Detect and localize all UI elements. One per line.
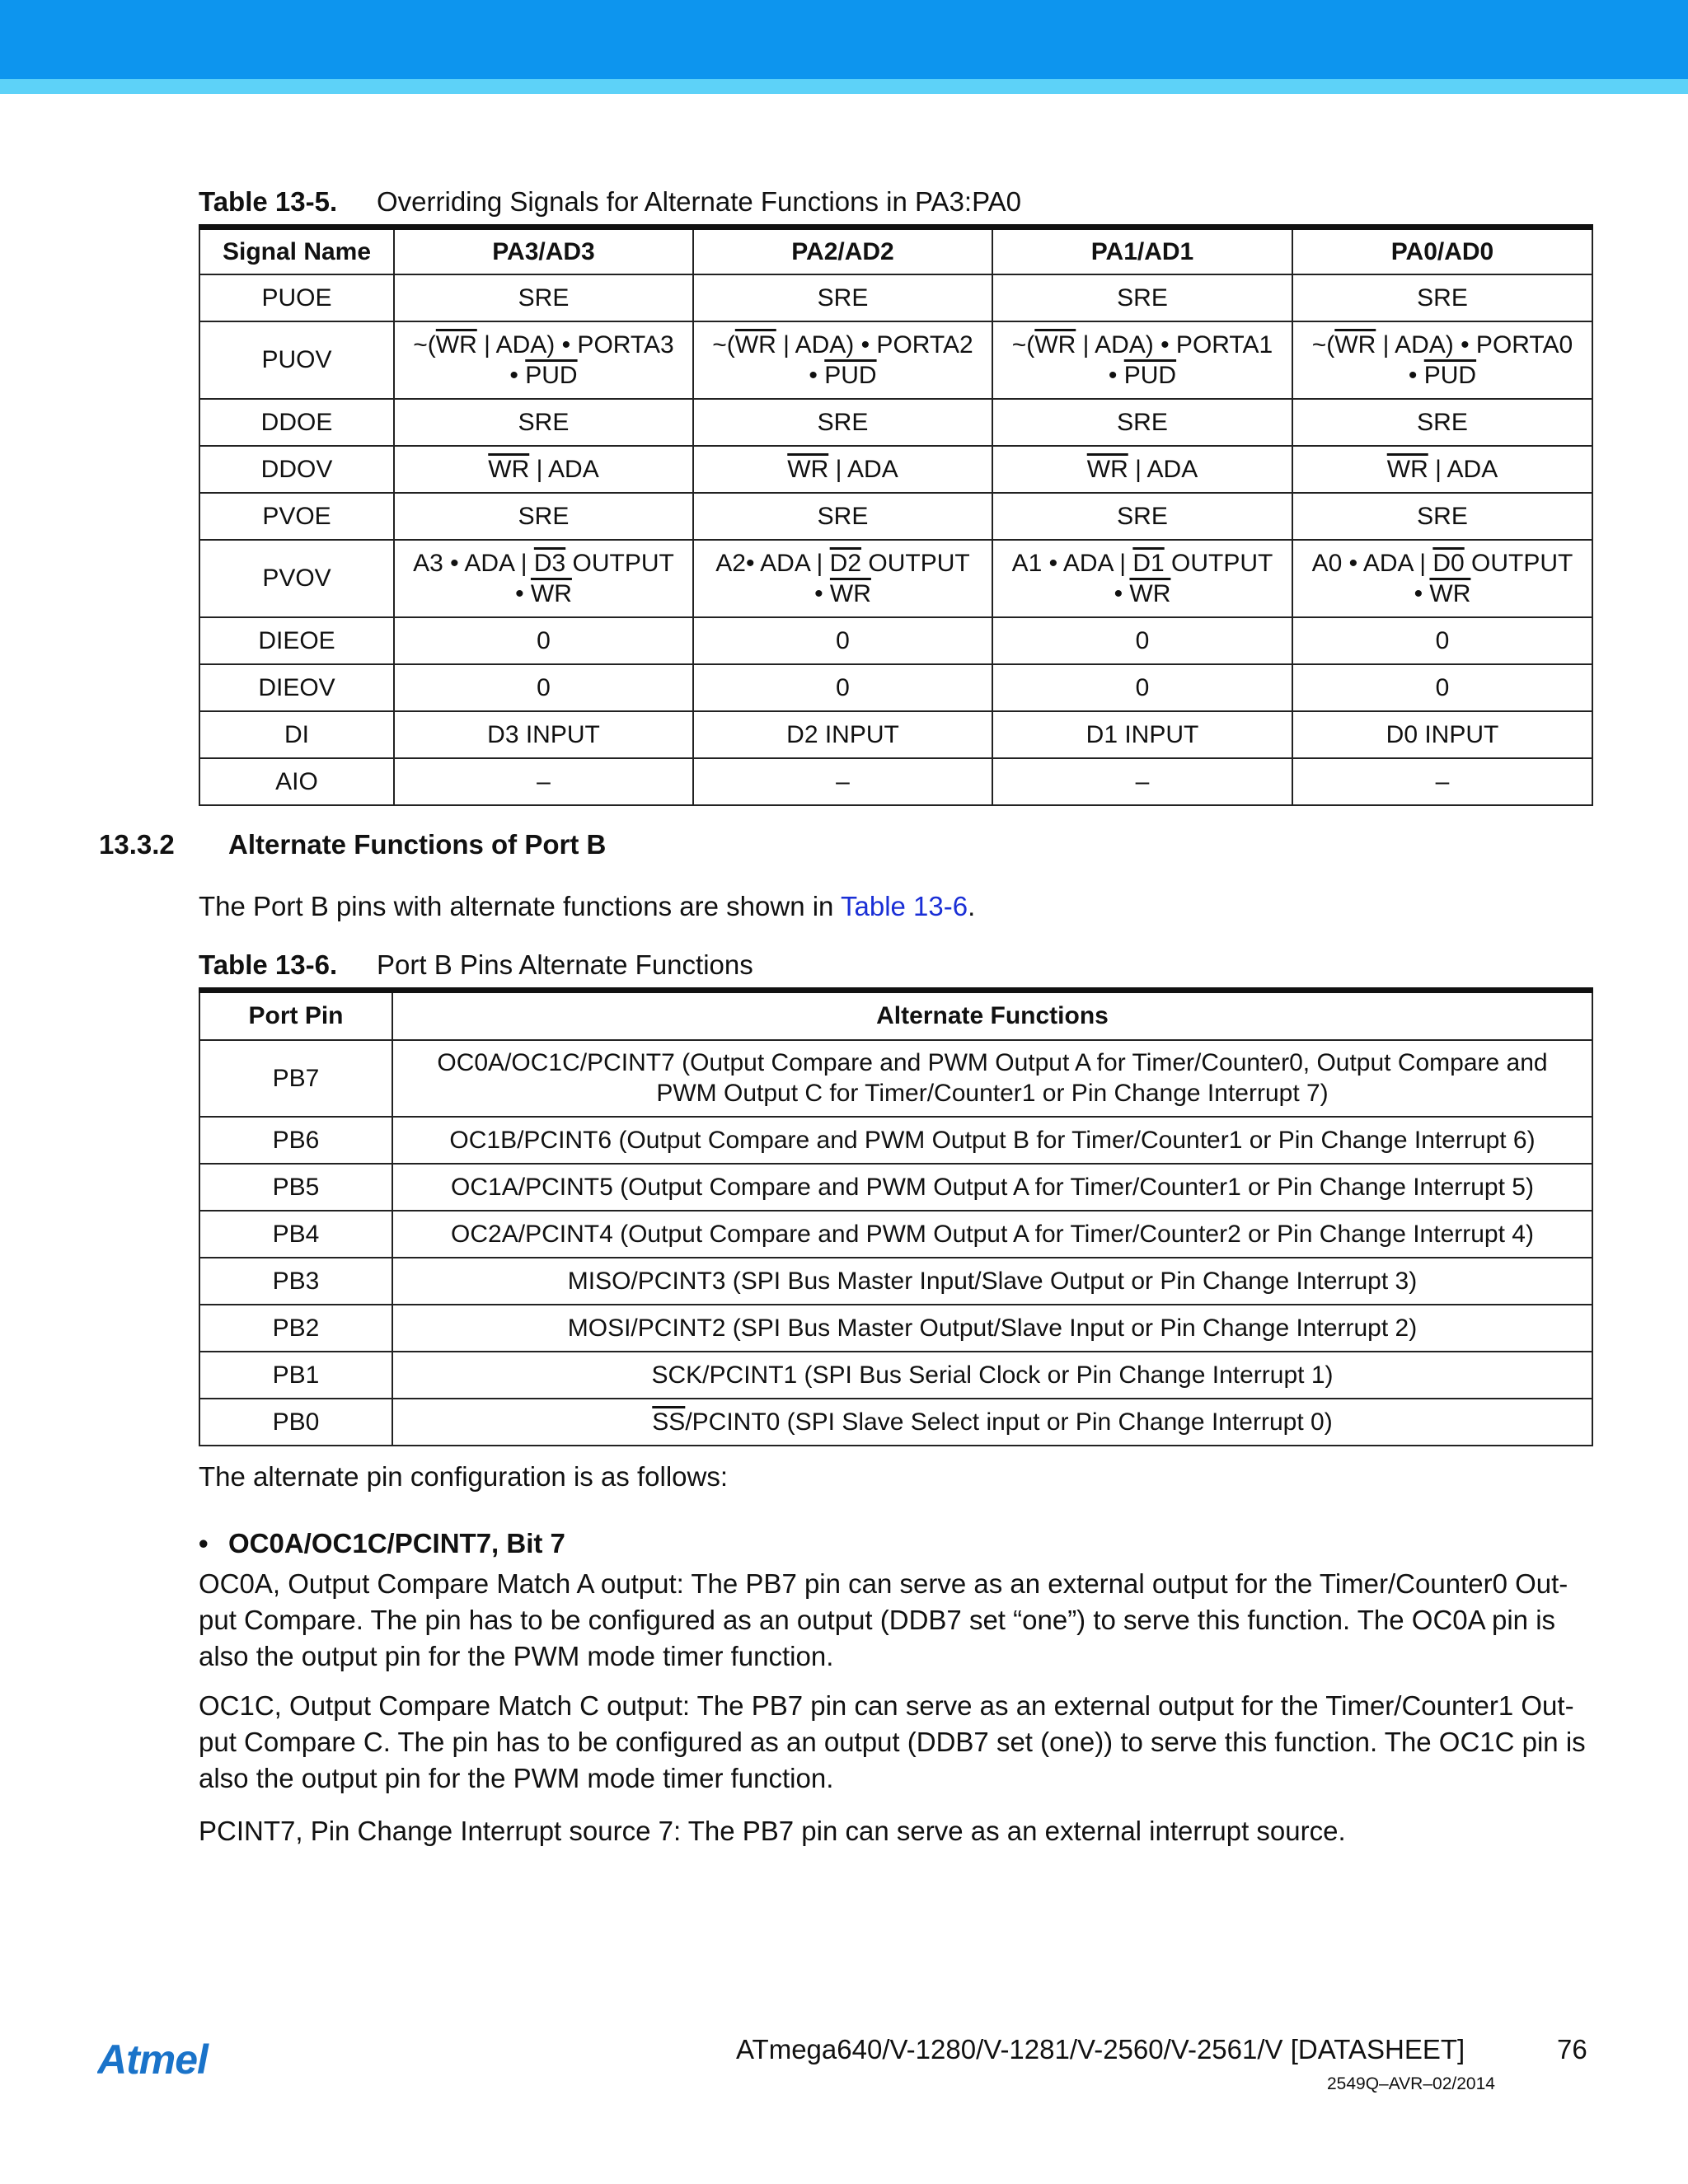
table-cell: DI bbox=[199, 711, 394, 758]
bullet-icon: • bbox=[199, 1528, 209, 1558]
table-cell: A1 • ADA | D1 OUTPUT • $\overline{WR}$ bbox=[992, 540, 1292, 617]
table-row bbox=[199, 446, 1592, 493]
table-cell: SRE bbox=[394, 493, 693, 540]
table-cell: OC0A/OC1C/PCINT7 (Output Compare and PWM Output A for Timer/Counter0, Output Compare and PWM Output C for Timer/Counter1 or Pin Change Interrupt 7) bbox=[392, 1040, 1592, 1117]
table-row bbox=[199, 1258, 1592, 1305]
table-cell: PB2 bbox=[199, 1305, 392, 1352]
table-cell: 0 bbox=[992, 664, 1292, 711]
table2-header-cell: Alternate Functions bbox=[392, 991, 1592, 1040]
section-heading bbox=[99, 828, 606, 861]
table-cell: DIEOV bbox=[199, 664, 394, 711]
table2-header-cell: Port Pin bbox=[199, 991, 392, 1040]
table-cell: $\sim(\overline{WR}$ | ADA) • PORTA3 • $\overline{PUD}$ bbox=[394, 321, 693, 399]
table2-caption bbox=[199, 949, 753, 982]
bullet-title: OC0A/OC1C/PCINT7, Bit 7 bbox=[228, 1528, 565, 1558]
section-number: 13.3.2 bbox=[99, 829, 175, 860]
table2-header-row bbox=[199, 991, 1592, 1040]
table-cell: PB4 bbox=[199, 1211, 392, 1258]
paragraph-oc1c: OC1C, Output Compare Match C output: The PB7 pin can serve as an external output for the Timer/Counter1 Out-put Compare C. The pin has to be configured as an output (DDB7 set (one)) to serve this function. The OC1C pin is also the output pin for the PWM mode timer function. bbox=[199, 1690, 1586, 1793]
table1-header-row bbox=[199, 227, 1592, 274]
table-cell: – bbox=[992, 758, 1292, 805]
table-cell: SRE bbox=[394, 274, 693, 321]
table-cell: 0 bbox=[693, 617, 992, 664]
table-row bbox=[199, 711, 1592, 758]
table-cell: SRE bbox=[1292, 274, 1592, 321]
table-row bbox=[199, 274, 1592, 321]
table-row bbox=[199, 1164, 1592, 1211]
table-cell: PB7 bbox=[199, 1040, 392, 1117]
table-row bbox=[199, 493, 1592, 540]
table-cell: PB3 bbox=[199, 1258, 392, 1305]
table-row bbox=[199, 1211, 1592, 1258]
table-13-6-link[interactable]: Table 13-6 bbox=[840, 891, 968, 921]
table-cell: DDOV bbox=[199, 446, 394, 493]
table-row bbox=[199, 1352, 1592, 1399]
table-cell: PB6 bbox=[199, 1117, 392, 1164]
table-cell: D1 INPUT bbox=[992, 711, 1292, 758]
table1-caption bbox=[199, 185, 1021, 218]
table-cell: OC1B/PCINT6 (Output Compare and PWM Output B for Timer/Counter1 or Pin Change Interrupt 6) bbox=[392, 1117, 1592, 1164]
footer-page-number: 76 bbox=[1557, 2034, 1587, 2064]
table-cell: A0 • ADA | D0 OUTPUT • $\overline{WR}$ bbox=[1292, 540, 1592, 617]
table-cell: PB5 bbox=[199, 1164, 392, 1211]
table-cell: 0 bbox=[394, 617, 693, 664]
table-cell: DDOE bbox=[199, 399, 394, 446]
intro-paragraph bbox=[199, 888, 975, 925]
footer-doc-code: 2549Q–AVR–02/2014 bbox=[1327, 2074, 1495, 2093]
table-row bbox=[199, 540, 1592, 617]
table-cell: – bbox=[1292, 758, 1592, 805]
config-intro: The alternate pin configuration is as follows: bbox=[199, 1461, 729, 1492]
table1-header-cell: Signal Name bbox=[199, 227, 394, 274]
table-row bbox=[199, 1399, 1592, 1446]
table-cell: PVOV bbox=[199, 540, 394, 617]
table-row bbox=[199, 1305, 1592, 1352]
table-cell: SRE bbox=[1292, 399, 1592, 446]
table-row bbox=[199, 1040, 1592, 1117]
table-cell: OC1A/PCINT5 (Output Compare and PWM Output A for Timer/Counter1 or Pin Change Interrupt 5) bbox=[392, 1164, 1592, 1211]
table-cell: 0 bbox=[394, 664, 693, 711]
table-cell: – bbox=[693, 758, 992, 805]
table-cell: D3 INPUT bbox=[394, 711, 693, 758]
table-cell: $\sim(\overline{WR}$ | ADA) • PORTA2 • $\overline{PUD}$ bbox=[693, 321, 992, 399]
table-cell: SRE bbox=[693, 399, 992, 446]
table-row bbox=[199, 758, 1592, 805]
table-cell: $\sim(\overline{WR}$ | ADA) • PORTA1 • $\overline{PUD}$ bbox=[992, 321, 1292, 399]
table-row bbox=[199, 1117, 1592, 1164]
table-cell: $\overline{WR}$ | ADA bbox=[992, 446, 1292, 493]
table-row bbox=[199, 321, 1592, 399]
table-cell: 0 bbox=[992, 617, 1292, 664]
table1-header-cell: PA0/AD0 bbox=[1292, 227, 1592, 274]
table-cell: $\overline{WR}$ | ADA bbox=[394, 446, 693, 493]
table-cell: SCK/PCINT1 (SPI Bus Serial Clock or Pin Change Interrupt 1) bbox=[392, 1352, 1592, 1399]
table-cell: PUOV bbox=[199, 321, 394, 399]
table-cell: DIEOE bbox=[199, 617, 394, 664]
paragraph-pcint7: PCINT7, Pin Change Interrupt source 7: The PB7 pin can serve as an external interrupt source. bbox=[199, 1816, 1346, 1846]
table-cell: 0 bbox=[1292, 664, 1592, 711]
table-row bbox=[199, 664, 1592, 711]
table-row bbox=[199, 399, 1592, 446]
table-cell: A2• ADA | D2 OUTPUT • $\overline{WR}$ bbox=[693, 540, 992, 617]
table-cell: SRE bbox=[394, 399, 693, 446]
table-cell: A3 • ADA | D3 OUTPUT • $\overline{WR}$ bbox=[394, 540, 693, 617]
table1-header-cell: PA2/AD2 bbox=[693, 227, 992, 274]
table-row bbox=[199, 617, 1592, 664]
table-cell: 0 bbox=[1292, 617, 1592, 664]
paragraph-oc0a: OC0A, Output Compare Match A output: The PB7 pin can serve as an external output for the Timer/Counter0 Out-put Compare. The pin has to be configured as an output (DDB7 set “one”) to serve this function. The OC0A pin is also the output pin for the PWM mode timer function. bbox=[199, 1568, 1568, 1671]
table1-title: Overriding Signals for Alternate Functions in PA3:PA0 bbox=[377, 186, 1022, 217]
table-cell: D0 INPUT bbox=[1292, 711, 1592, 758]
table-cell: PB0 bbox=[199, 1399, 392, 1446]
table1-number: Table 13-5. bbox=[199, 186, 338, 217]
table2 bbox=[199, 987, 1593, 1446]
table-cell: PVOE bbox=[199, 493, 394, 540]
footer-doc-title: ATmega640/V-1280/V-1281/V-2560/V-2561/V [DATASHEET] bbox=[736, 2034, 1465, 2064]
table-cell: $\overline{WR}$ | ADA bbox=[1292, 446, 1592, 493]
table-cell: 0 bbox=[693, 664, 992, 711]
table-cell: OC2A/PCINT4 (Output Compare and PWM Output A for Timer/Counter2 or Pin Change Interrupt 4) bbox=[392, 1211, 1592, 1258]
table-cell: SRE bbox=[693, 493, 992, 540]
atmel-logo bbox=[97, 2036, 239, 2085]
table2-number: Table 13-6. bbox=[199, 949, 338, 980]
table-cell: SRE bbox=[693, 274, 992, 321]
table-cell: D2 INPUT bbox=[693, 711, 992, 758]
table-cell: – bbox=[394, 758, 693, 805]
section-title: Alternate Functions of Port B bbox=[228, 829, 607, 860]
table-cell: SRE bbox=[1292, 493, 1592, 540]
bullet-heading bbox=[199, 1527, 565, 1560]
table-cell: $\overline{SS}/PCINT0$ (SPI Slave Select input or Pin Change Interrupt 0) bbox=[392, 1399, 1592, 1446]
table-cell: MOSI/PCINT2 (SPI Bus Master Output/Slave Input or Pin Change Interrupt 2) bbox=[392, 1305, 1592, 1352]
intro-end: . bbox=[968, 891, 976, 921]
table-cell: MISO/PCINT3 (SPI Bus Master Input/Slave Output or Pin Change Interrupt 3) bbox=[392, 1258, 1592, 1305]
table-cell: SRE bbox=[992, 399, 1292, 446]
table2-title: Port B Pins Alternate Functions bbox=[377, 949, 753, 980]
table-cell: AIO bbox=[199, 758, 394, 805]
intro-text: The Port B pins with alternate functions are shown in bbox=[199, 891, 841, 921]
table-cell: PUOE bbox=[199, 274, 394, 321]
table-cell: PB1 bbox=[199, 1352, 392, 1399]
table1-header-cell: PA1/AD1 bbox=[992, 227, 1292, 274]
table-cell: $\overline{WR}$ | ADA bbox=[693, 446, 992, 493]
table-cell: SRE bbox=[992, 493, 1292, 540]
table1-header-cell: PA3/AD3 bbox=[394, 227, 693, 274]
table-cell: $\sim(\overline{WR}$ | ADA) • PORTA0 • $\overline{PUD}$ bbox=[1292, 321, 1592, 399]
atmel-logo-text: Atmel bbox=[97, 2036, 208, 2083]
header-strip bbox=[0, 79, 1688, 94]
table-cell: SRE bbox=[992, 274, 1292, 321]
header-bar bbox=[0, 0, 1688, 79]
table1 bbox=[199, 224, 1593, 806]
